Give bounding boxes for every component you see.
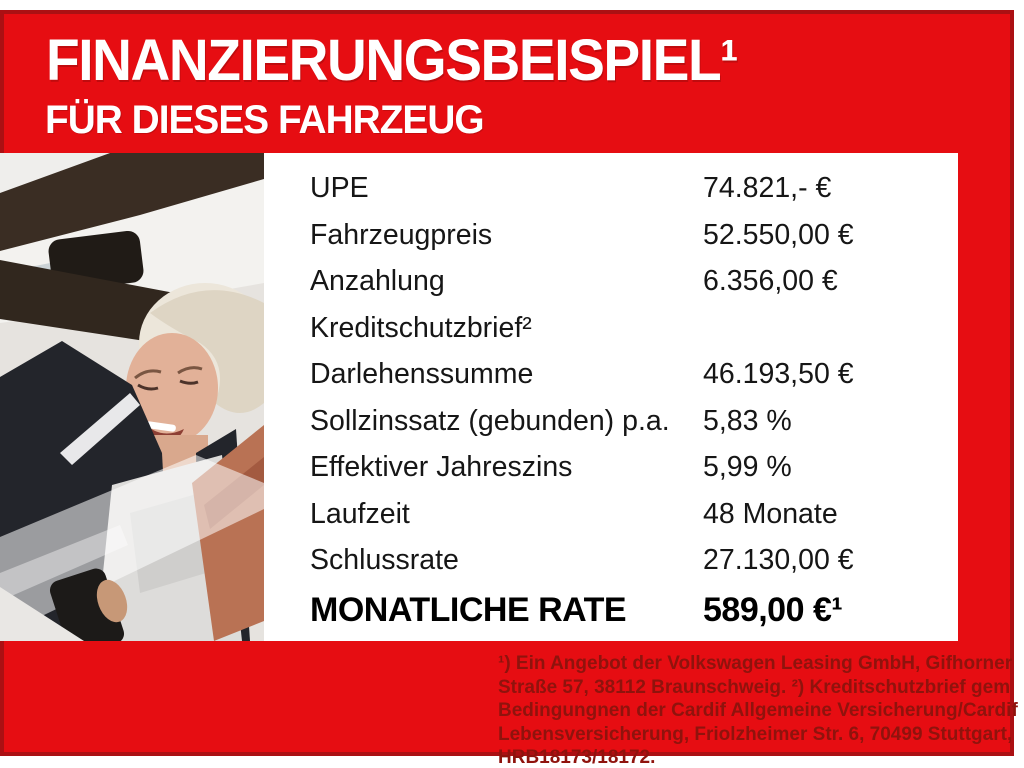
table-row: [310, 212, 958, 259]
table-row: [310, 351, 958, 398]
row-label: UPE: [310, 172, 369, 204]
footnote-line: HRB18173/18172.: [498, 747, 656, 768]
row-value: 27.130,00 €: [703, 544, 854, 576]
row-label: Sollzinssatz (gebunden) p.a.: [310, 404, 670, 437]
row-label: Effektiver Jahreszins: [310, 451, 573, 483]
row-value: 5,99 %: [703, 451, 792, 483]
row-value: 48 Monate: [703, 497, 838, 530]
table-row: [310, 305, 958, 352]
row-value: 46.193,50 €: [703, 358, 854, 390]
table-row: [310, 537, 958, 584]
row-value: 74.821,- €: [703, 172, 832, 204]
table-row: [310, 444, 958, 491]
table-row: [310, 165, 958, 212]
row-value: 6.356,00 €: [703, 265, 838, 297]
table-row: [310, 491, 958, 538]
page-subtitle: FÜR DIESES FAHRZEUG: [45, 98, 484, 142]
legal-footnote: [498, 652, 1018, 768]
row-label: Laufzeit: [310, 497, 410, 530]
car-photo: [0, 153, 264, 641]
car-photo-illustration: [0, 153, 264, 641]
row-label: Schlussrate: [310, 544, 459, 576]
monthly-rate-value: 589,00 €¹: [703, 590, 843, 629]
financing-table: [310, 165, 958, 584]
monthly-rate-label: MONATLICHE RATE: [310, 590, 627, 629]
table-row: [310, 258, 958, 305]
row-value: 52.550,00 €: [703, 218, 854, 251]
footnote-line: Straße 57, 38112 Braunschweig. ²) Kreditschutzbrief gem: [498, 676, 1011, 698]
table-row: [310, 398, 958, 445]
page-title: FINANZIERUNGSBEISPIEL¹: [46, 28, 738, 93]
footnote-line: Bedingungnen der Cardif Allgemeine Versicherung/Cardif: [498, 700, 1018, 721]
footnote-line: Lebensversicherung, Friolzheimer Str. 6, 70499 Stuttgart,: [498, 723, 1013, 745]
footnote-line: ¹) Ein Angebot der Volkswagen Leasing GmbH, Gifhorner: [498, 653, 1013, 674]
row-label: Darlehenssumme: [310, 358, 534, 390]
financing-table-panel: [264, 153, 958, 641]
row-label: Kreditschutzbrief²: [310, 311, 532, 344]
monthly-rate-row: [310, 585, 958, 635]
row-label: Fahrzeugpreis: [310, 218, 493, 251]
row-label: Anzahlung: [310, 265, 445, 297]
row-value: 5,83 %: [703, 404, 792, 437]
